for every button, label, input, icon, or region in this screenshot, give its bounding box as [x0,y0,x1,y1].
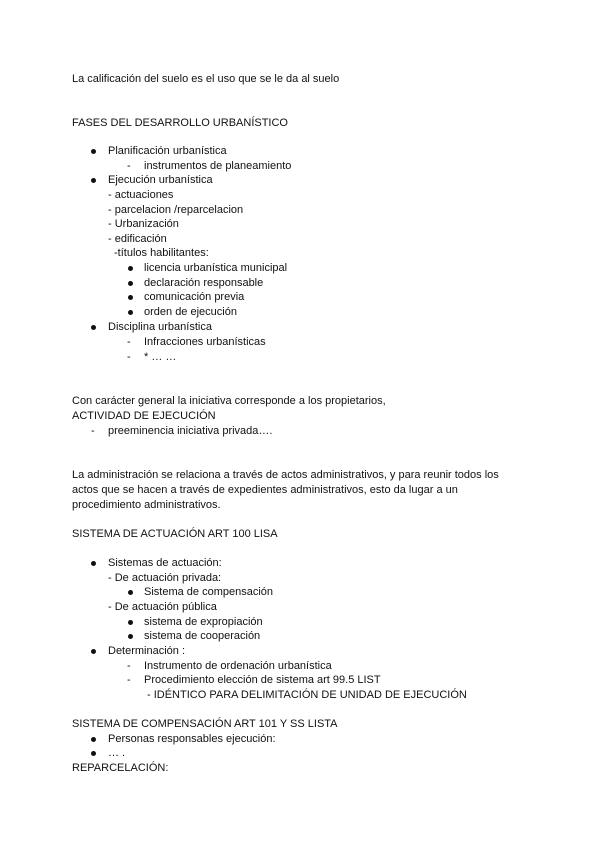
bullet-icon [128,281,133,286]
dash-marker: - [127,660,131,672]
bullet-icon [128,634,133,639]
compensacion-item: … . [108,747,126,759]
privada-item: Sistema de compensación [144,586,274,598]
bullet-icon [91,149,96,154]
bullet-icon [128,266,133,271]
bullet-icon [128,310,133,315]
bullet-icon [128,295,133,300]
planificacion-sub-item: instrumentos de planeamiento [144,160,292,172]
dash-marker: - [91,425,95,437]
titulo-item: licencia urbanística municipal [144,262,288,274]
determinacion-note: - IDÉNTICO PARA DELIMITACIÓN DE UNIDAD DE EJECUCIÓN [147,689,467,701]
compensacion-item: Personas responsables ejecución: [108,733,276,745]
bullet-icon [128,620,133,625]
administracion-line: procedimiento administrativos. [72,499,221,511]
actividad-ejecucion-heading: ACTIVIDAD DE EJECUCIÓN [72,410,216,422]
bullet-icon [128,590,133,595]
administracion-line: actos que se hacen a través de expedientes administrativos, esto da lugar a un [72,484,458,496]
ejecucion-item: - parcelacion /reparcelacion [108,204,244,216]
sistemas-label: Sistemas de actuación: [108,557,222,569]
titulo-item: comunicación previa [144,291,245,303]
ejecucion-item: - Urbanización [108,218,179,230]
iniciativa-text: Con carácter general la iniciativa corresponde a los propietarios, [72,395,386,407]
titulo-item: orden de ejecución [144,306,237,318]
sistema-compensacion-heading: SISTEMA DE COMPENSACIÓN ART 101 Y SS LISTA [72,718,338,730]
ejecucion-item: - edificación [108,233,167,245]
dash-marker: - [127,160,131,172]
determinacion-label: Determinación : [108,645,186,657]
bullet-icon [91,737,96,742]
intro-text: La calificación del suelo es el uso que se le da al suelo [72,73,340,85]
iniciativa-item: preeminencia iniciativa privada…. [108,425,273,437]
reparcelacion-heading: REPARCELACIÓN: [72,762,169,774]
administracion-line: La administración se relaciona a través de actos administrativos, y para reunir todos los [72,469,499,481]
dash-marker: - [127,351,131,363]
bullet-icon [91,561,96,566]
determinacion-item: Procedimiento elección de sistema art 99.5 LIST [144,674,381,686]
determinacion-item: Instrumento de ordenación urbanística [144,660,332,672]
disciplina-sub-item: Infracciones urbanísticas [144,336,266,348]
dash-marker: - [127,674,131,686]
actuacion-privada-label: - De actuación privada: [108,572,222,584]
publica-item: sistema de cooperación [144,630,261,642]
titulos-label: -títulos habilitantes: [114,247,209,259]
bullet-icon [91,751,96,756]
publica-item: sistema de expropiación [144,616,263,628]
dash-marker: - [127,336,131,348]
titulo-item: declaración responsable [144,277,264,289]
disciplina-label: Disciplina urbanística [108,321,212,333]
ejecucion-label: Ejecución urbanística [108,174,213,186]
sistema-actuacion-heading: SISTEMA DE ACTUACIÓN ART 100 LISA [72,528,278,540]
disciplina-sub-item: * … … [144,351,177,363]
bullet-icon [91,649,96,654]
fases-heading: FASES DEL DESARROLLO URBANÍSTICO [72,117,288,129]
bullet-icon [91,325,96,330]
actuacion-publica-label: - De actuación pública [108,601,217,613]
planificacion-label: Planificación urbanística [108,145,227,157]
ejecucion-item: - actuaciones [108,189,174,201]
bullet-icon [91,178,96,183]
